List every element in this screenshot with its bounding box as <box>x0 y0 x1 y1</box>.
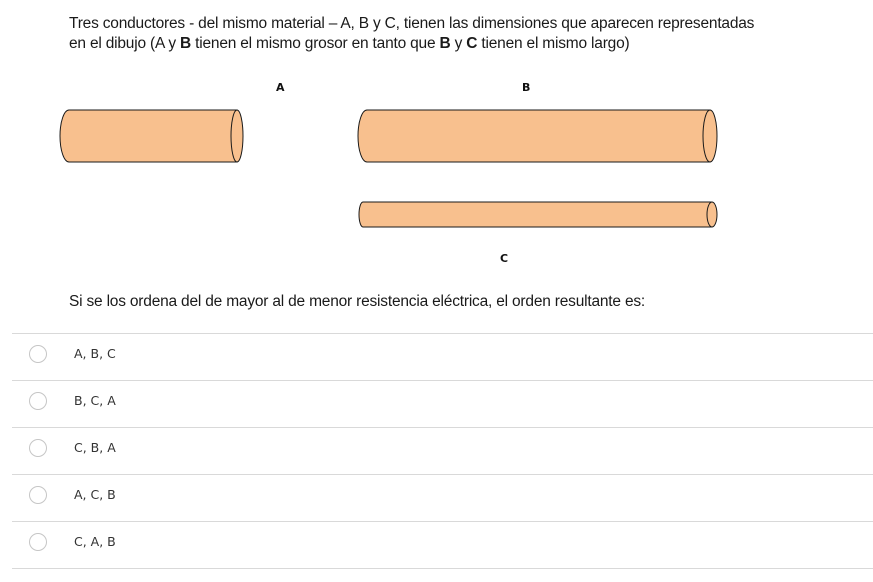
question-text-part: y <box>450 35 467 52</box>
conductors-drawing <box>0 70 873 270</box>
question-bold-b: B <box>439 35 451 52</box>
option-label[interactable]: A, C, B <box>74 487 116 502</box>
answer-options <box>12 333 873 569</box>
question-text-part: tienen el mismo largo) <box>477 35 630 52</box>
question-line-2 <box>69 34 829 54</box>
option-label[interactable]: C, A, B <box>74 534 116 549</box>
conductor-a <box>60 110 243 162</box>
label-b: B <box>522 81 531 94</box>
question-prompt: Si se los ordena del de mayor al de menor resistencia eléctrica, el orden resultante es: <box>69 293 646 310</box>
radio-button[interactable] <box>29 486 47 504</box>
option-2[interactable] <box>12 381 873 428</box>
question-text-part: en el dibujo (A y <box>69 35 181 52</box>
conductors-figure <box>0 70 873 270</box>
option-3[interactable] <box>12 428 873 475</box>
radio-button[interactable] <box>29 345 47 363</box>
conductor-c <box>359 202 717 227</box>
option-1[interactable] <box>12 334 873 381</box>
question-text <box>69 14 829 54</box>
question-text-part: tienen el mismo grosor en tanto que <box>191 35 440 52</box>
option-label[interactable]: A, B, C <box>74 346 116 361</box>
option-label[interactable]: C, B, A <box>74 440 116 455</box>
question-bold-b: B <box>180 35 192 52</box>
label-a: A <box>276 81 285 94</box>
radio-button[interactable] <box>29 439 47 457</box>
question-line-1 <box>69 14 829 34</box>
label-c: C <box>500 252 509 265</box>
option-label[interactable]: B, C, A <box>74 393 116 408</box>
radio-button[interactable] <box>29 533 47 551</box>
radio-button[interactable] <box>29 392 47 410</box>
question-text-part: Tres conductores - del mismo material – A, B y C, tienen las dimensiones que aparecen representadas <box>69 15 755 32</box>
option-5[interactable] <box>12 522 873 569</box>
option-4[interactable] <box>12 475 873 522</box>
conductor-b <box>358 110 717 162</box>
question-bold-c: C <box>466 35 478 52</box>
